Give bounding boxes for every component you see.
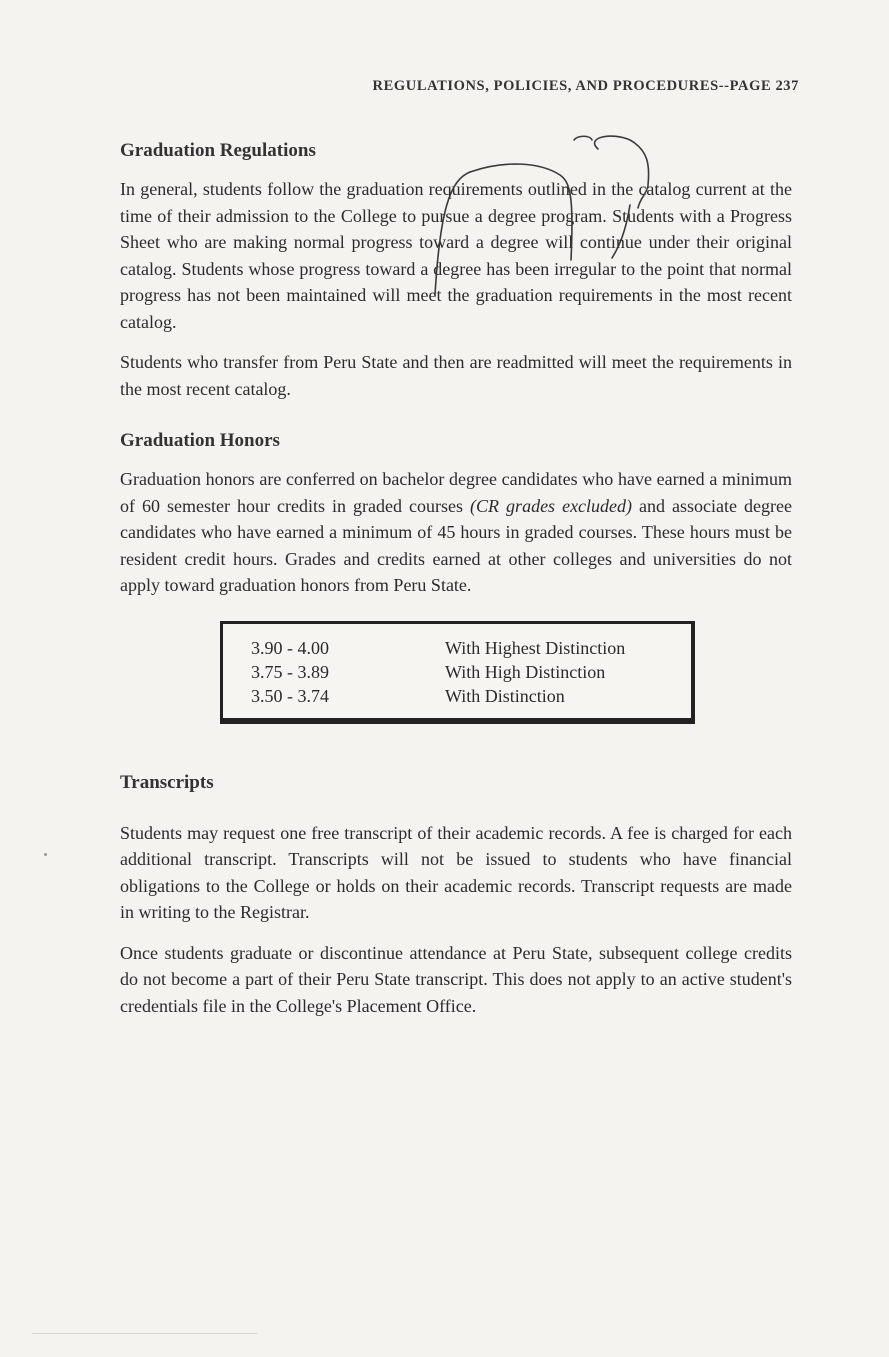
heading-graduation-honors: Graduation Honors bbox=[120, 430, 280, 451]
honors-distinction: With Distinction bbox=[445, 685, 565, 706]
paragraph-regulations-2: Students who transfer from Peru State and then are readmitted will meet the requirements in the most recent catalog. bbox=[120, 352, 792, 399]
honors-gpa-range: 3.90 - 4.00 bbox=[251, 637, 329, 658]
section-transcripts bbox=[120, 772, 792, 1020]
paragraph-regulations-1: In general, students follow the graduation requirements outlined in the catalog current at the time of their admission to the College to pursue a degree program. Students with a Progress Sheet who are making normal progress toward a degree will continue under their original catalog. Students whose progress toward a degree has been irregular to the point that normal progress has not been maintained will meet the graduation requirements in the most recent catalog. bbox=[120, 179, 792, 332]
running-header: REGULATIONS, POLICIES, AND PROCEDURES--PAGE 237 bbox=[372, 78, 799, 94]
page-content bbox=[120, 140, 792, 1041]
section-graduation-regulations bbox=[120, 140, 792, 402]
footer-line bbox=[32, 1333, 258, 1334]
paragraph-transcripts-1: Students may request one free transcript of their academic records. A fee is charged for each additional transcript. Transcripts will not be issued to students who have financial obligations to the College or holds on their academic records. Transcript requests are made in writing to the Registrar. bbox=[120, 822, 792, 922]
heading-transcripts: Transcripts bbox=[120, 771, 214, 793]
section-graduation-honors bbox=[120, 430, 792, 724]
honors-row bbox=[223, 660, 691, 684]
honors-text-before: Graduation honors are conferred on bachelor degree candidates who have earned a minimum of 60 semester hour credits in graded courses bbox=[120, 469, 792, 516]
honors-gpa-range: 3.75 - 3.89 bbox=[251, 661, 329, 682]
honors-row bbox=[223, 636, 691, 660]
honors-distinction: With High Distinction bbox=[445, 661, 606, 682]
honors-row bbox=[223, 684, 691, 708]
stray-mark bbox=[44, 853, 47, 856]
honors-distinction: With Highest Distinction bbox=[445, 637, 626, 658]
paragraph-transcripts-2: Once students graduate or discontinue attendance at Peru State, subsequent college credits do not become a part of their Peru State transcript. This does not apply to an active student's credentials file in the College's Placement Office. bbox=[120, 942, 792, 1016]
honors-gpa-range: 3.50 - 3.74 bbox=[251, 685, 329, 706]
honors-text-after: and associate degree candidates who have earned a minimum of 45 hours in graded courses. These hours must be resident credit hours. Grades and credits earned at other colleges and universities do not apply toward graduation honors from Peru State. bbox=[120, 495, 793, 595]
paragraph-honors-1 bbox=[120, 466, 792, 599]
honors-table bbox=[220, 621, 695, 724]
heading-graduation-regulations: Graduation Regulations bbox=[120, 140, 316, 161]
honors-text-italic: (CR grades excluded) bbox=[470, 495, 633, 516]
